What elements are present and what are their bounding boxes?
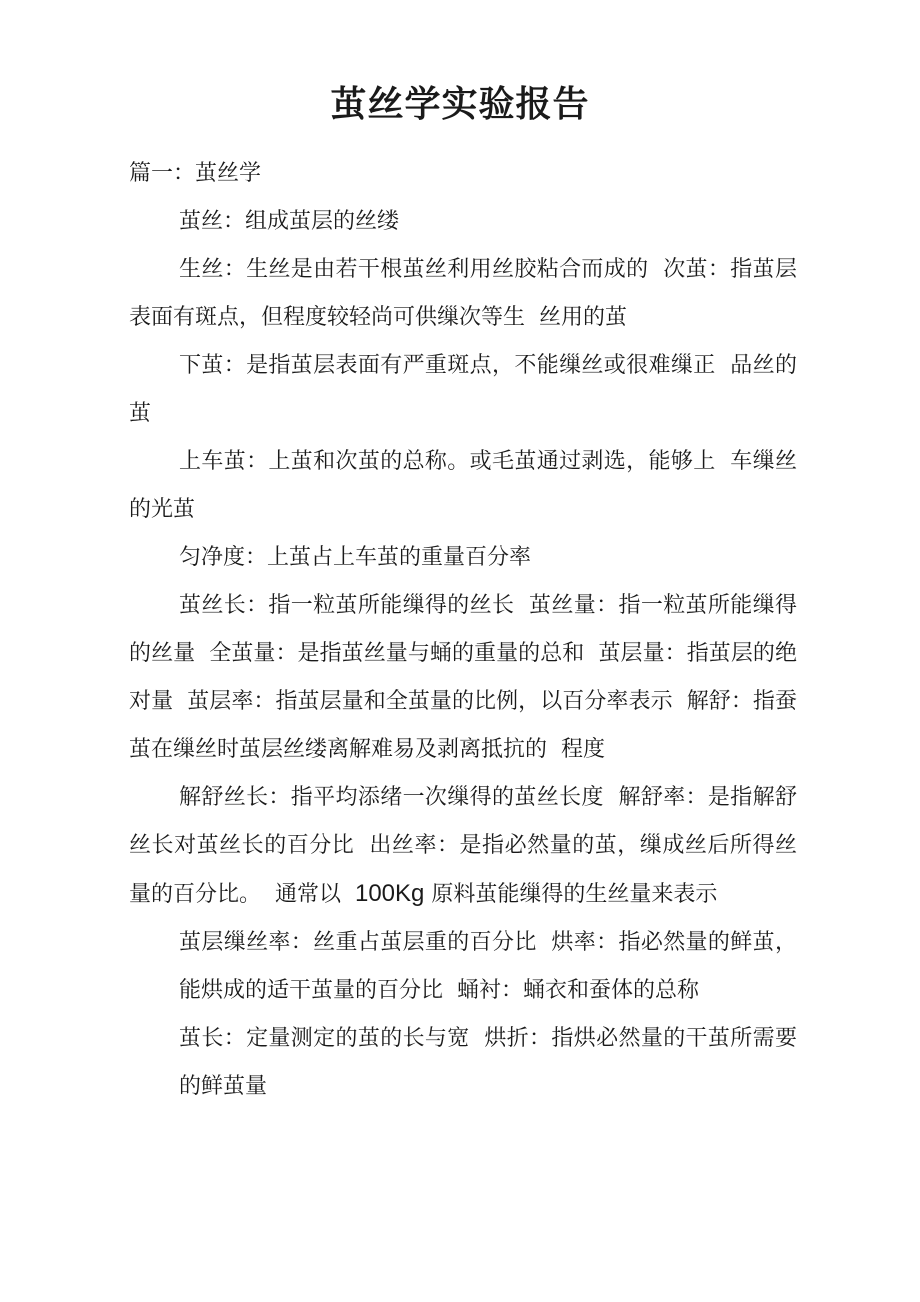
paragraph-cocoon-size: 茧长：定量测定的茧的长与宽 烘折：指烘必然量的干茧所需要的鲜茧量 xyxy=(179,1026,797,1099)
document-body xyxy=(129,150,797,1111)
paragraph-silk-fiber: 茧丝：组成茧层的丝缕 xyxy=(179,209,400,234)
indented-definitions xyxy=(129,919,797,1111)
paragraph-filament-length: 茧丝长：指一粒茧所能缫得的丝长 茧丝量：指一粒茧所能缫得的丝量 全茧量：是指茧丝量与蛹的重量的总和 茧层量：指茧层的绝对量 茧层率：指茧层量和全茧量的比例，以百分率表示 解舒：指蚕茧在缫丝时茧层丝缕离解难易及剥离抵抗的 程度 xyxy=(129,593,797,762)
quantity-value: 100Kg xyxy=(354,880,425,907)
document-title: 茧丝学实验报告 xyxy=(330,83,590,125)
paragraph-reelability xyxy=(129,774,797,919)
section-heading: 篇一：茧丝学 xyxy=(129,161,262,186)
paragraph-low-grade-cocoon: 下茧：是指茧层表面有严重斑点，不能缫丝或很难缫正 品丝的茧 xyxy=(129,353,797,426)
reelability-text: 解舒丝长：指平均添绪一次缫得的茧丝长度 解舒率：是指解舒丝长对茧丝长的百分比 出丝率：是指必然量的茧，缫成丝后所得丝量的百分比。 通常以 xyxy=(129,785,797,907)
paragraph-raw-silk: 生丝：生丝是由若干根茧丝利用丝胶粘合而成的 次茧：指茧层表面有斑点，但程度较轻尚可供缫次等生 丝用的茧 xyxy=(129,257,797,330)
paragraph-reelable-cocoon: 上车茧：上茧和次茧的总称。或毛茧通过剥选，能够上 车缫丝的光茧 xyxy=(129,449,797,522)
paragraph-reeling-ratio: 茧层缫丝率：丝重占茧层重的百分比 烘率：指必然量的鲜茧，能烘成的适干茧量的百分比 蛹衬：蛹衣和蚕体的总称 xyxy=(179,930,797,1003)
reelability-suffix: 原料茧能缫得的生丝量来表示 xyxy=(424,882,718,907)
paragraph-uniformity: 匀净度：上茧占上车茧的重量百分率 xyxy=(179,545,532,570)
